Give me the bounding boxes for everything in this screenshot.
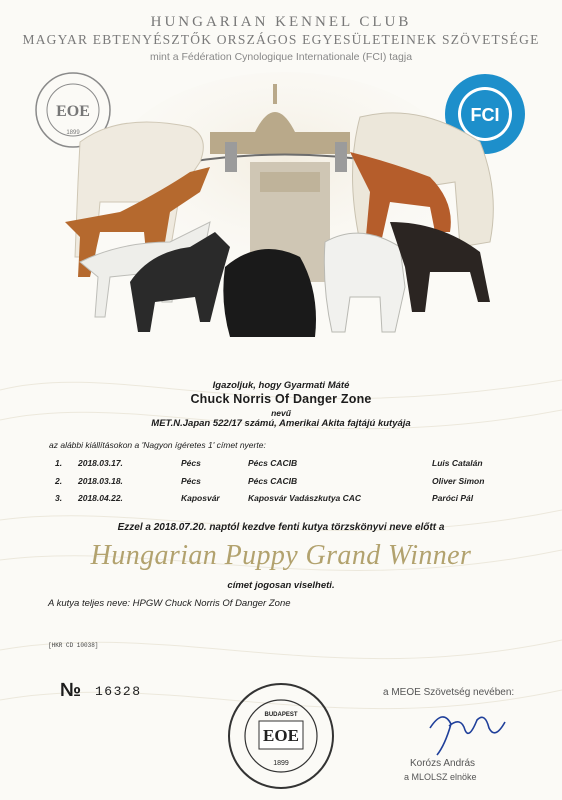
dog-full-name: A kutya teljes neve: HPGW Chuck Norris Of Danger Zone bbox=[48, 598, 291, 609]
puli-dog bbox=[223, 249, 316, 337]
show-date: 2018.04.22. bbox=[78, 493, 123, 503]
on-behalf-label: a MEOE Szövetség nevében: bbox=[383, 687, 515, 698]
handwritten-signature bbox=[425, 700, 510, 760]
official-stamp bbox=[226, 680, 336, 792]
certificate-intro: Igazoljuk, hogy Gyarmati Máté bbox=[212, 380, 350, 391]
effective-date-line: Ezzel a 2018.07.20. naptól kezdve fenti kutya törzskönyvi neve előtt a bbox=[117, 522, 445, 533]
show-number: 3. bbox=[55, 493, 63, 503]
club-name-english: HUNGARIAN KENNEL CLUB bbox=[150, 14, 412, 30]
club-name-hungarian: MAGYAR EBTENYÉSZTŐK ORSZÁGOS EGYESÜLETEINEK SZÖVETSÉGE bbox=[22, 32, 540, 47]
dogs-parliament-illustration bbox=[60, 72, 510, 352]
registration-line: MET.N.Japan 522/17 számú, Amerikai Akita fajtájú kutyája bbox=[151, 418, 411, 429]
stamp-monogram: EOE bbox=[263, 726, 299, 745]
show-city: Kaposvár bbox=[181, 493, 220, 503]
show-number: 1. bbox=[55, 458, 63, 468]
fci-membership-line: mint a Fédération Cynologique Internationale (FCI) tagja bbox=[149, 51, 413, 63]
nevu-label: nevű bbox=[271, 408, 291, 418]
signatory-name: Korózs András bbox=[410, 758, 476, 769]
form-code: [HKR CD 10038] bbox=[48, 642, 99, 649]
certificate-number-label: № bbox=[60, 680, 82, 701]
stamp-year: 1899 bbox=[273, 760, 289, 767]
stamp-city: BUDAPEST bbox=[264, 712, 298, 718]
show-title: Pécs CACIB bbox=[248, 476, 298, 486]
show-city: Pécs bbox=[181, 476, 201, 486]
meoe-monogram: EOE bbox=[56, 103, 90, 120]
signatory-role: a MLOLSZ elnöke bbox=[404, 772, 477, 782]
certificate-number: 16328 bbox=[95, 684, 142, 699]
shows-intro: az alábbi kiállításokon a 'Nagyon ígéretes 1' címet nyerte: bbox=[49, 440, 266, 450]
show-date: 2018.03.18. bbox=[78, 476, 123, 486]
show-judge: Oliver Simon bbox=[432, 476, 485, 486]
show-row bbox=[0, 458, 562, 472]
dog-name: Chuck Norris Of Danger Zone bbox=[190, 392, 372, 406]
show-title: Kaposvár Vadászkutya CAC bbox=[248, 493, 362, 503]
award-title: Hungarian Puppy Grand Winner bbox=[90, 540, 472, 571]
pumi-dog bbox=[324, 233, 405, 332]
show-row bbox=[0, 476, 562, 490]
show-date: 2018.03.17. bbox=[78, 458, 123, 468]
show-judge: Paróci Pál bbox=[432, 493, 474, 503]
show-judge: Luis Catalán bbox=[432, 458, 483, 468]
show-title: Pécs CACIB bbox=[248, 458, 298, 468]
show-number: 2. bbox=[55, 476, 63, 486]
meoe-year: 1899 bbox=[66, 130, 80, 136]
show-city: Pécs bbox=[181, 458, 201, 468]
fci-monogram: FCI bbox=[470, 105, 500, 125]
show-row bbox=[0, 493, 562, 507]
bearing-line: címet jogosan viselheti. bbox=[227, 580, 335, 591]
